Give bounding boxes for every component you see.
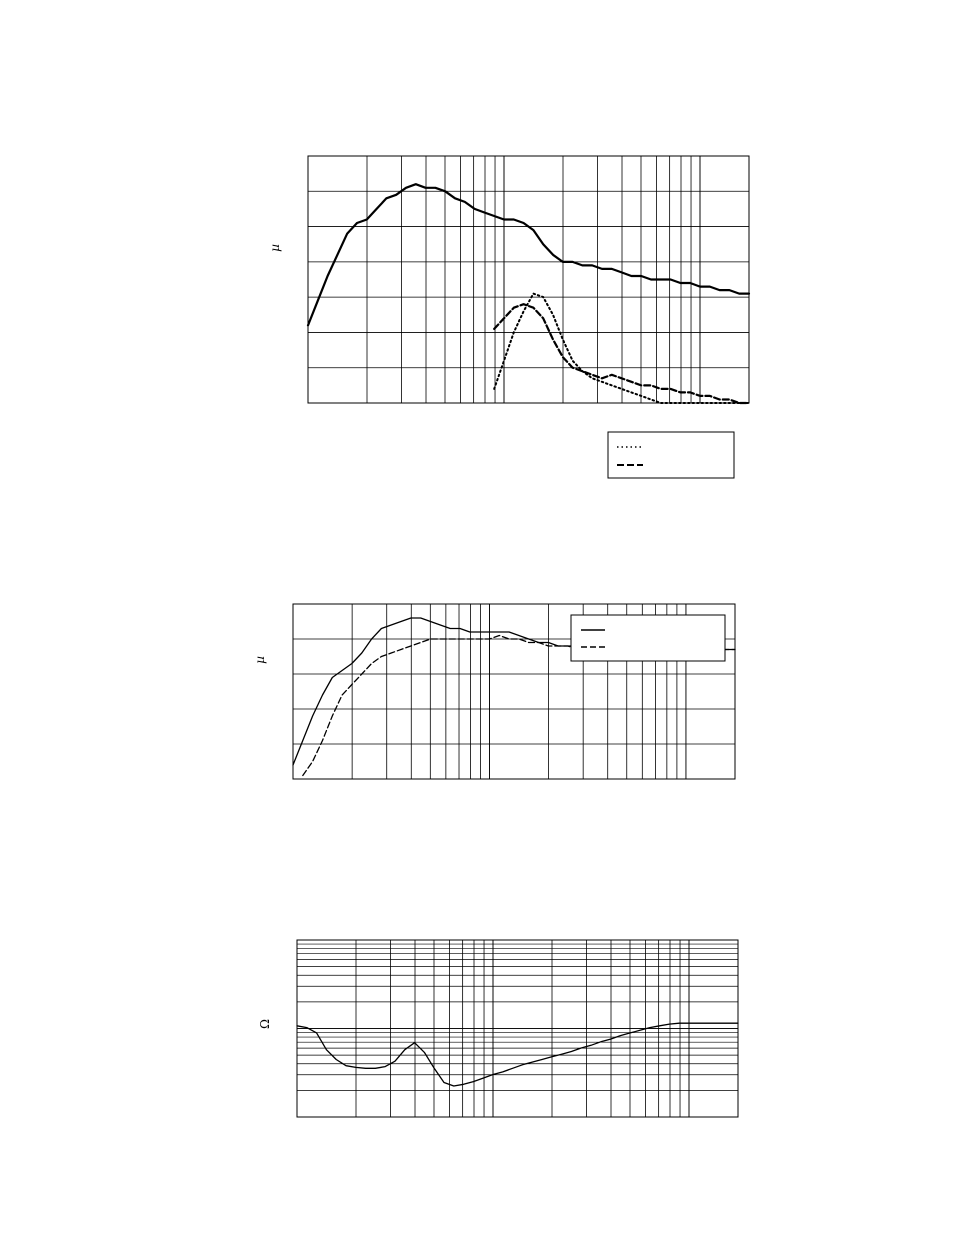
chart-1-series-dashed-line <box>494 304 749 403</box>
chart-2 <box>253 604 735 779</box>
chart-1-series-dotted-line <box>494 294 749 403</box>
chart-2-legend-box <box>571 615 725 661</box>
chart-1-legend <box>608 432 734 478</box>
chart-3-y-axis-label: Ω <box>258 1019 272 1029</box>
chart-1 <box>268 156 749 478</box>
chart-1-series <box>308 184 749 403</box>
chart-1-plot-frame <box>308 156 749 403</box>
chart-1-grid <box>308 156 749 403</box>
chart-1-legend-box <box>608 432 734 478</box>
chart-2-legend <box>571 615 725 661</box>
chart-2-y-axis-label: µ <box>253 656 267 664</box>
chart-3-grid <box>297 940 738 1117</box>
chart-1-y-axis-label: µ <box>268 244 282 252</box>
chart-3 <box>258 940 738 1117</box>
